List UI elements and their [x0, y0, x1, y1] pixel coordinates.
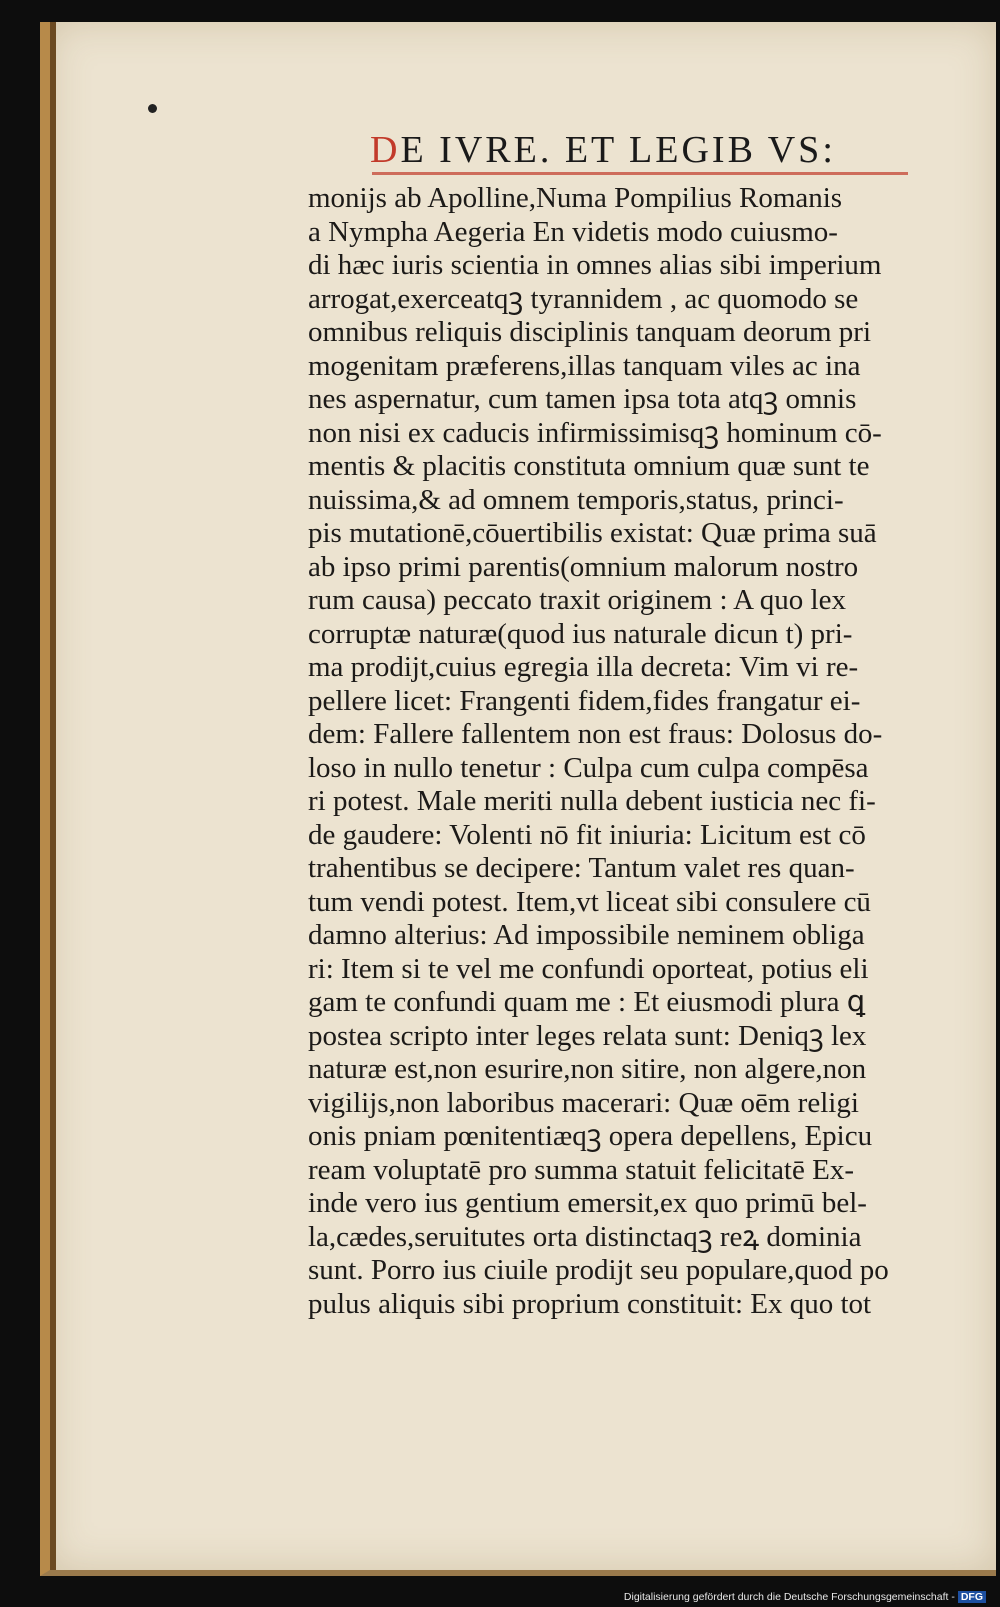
text-line: arrogat,exerceatqꝫ tyrannidem , ac quomodo se: [308, 282, 859, 315]
text-line: damno alterius: Ad impossibile neminem obliga: [308, 919, 865, 951]
text-block: [308, 182, 968, 1321]
text-line: sunt. Porro ius ciuile prodijt seu populare,quod po: [308, 1254, 889, 1286]
text-line: ab ipso primi parentis(omnium malorum nostro: [308, 550, 859, 583]
text-line: pulus aliquis sibi proprium constituit: Ex quo tot: [308, 1287, 872, 1320]
text-line: nuissima,& ad omnem temporis,status, princi-: [308, 483, 844, 516]
text-line: pellere licet: Frangenti fidem,fides frangatur ei-: [308, 684, 861, 717]
text-line: di hæc iuris scientia in omnes alias sibi imperium: [308, 249, 882, 281]
text-line: pis mutationē,cōuertibilis existat: Quæ prima suā: [308, 517, 877, 549]
text-line: tum vendi potest. Item,vt liceat sibi consulere cū: [308, 885, 871, 918]
text-line: ri potest. Male meriti nulla debent iusticia nec fi-: [308, 785, 876, 817]
digitization-credit: [624, 1591, 986, 1603]
text-line: inde vero ius gentium emersit,ex quo primū bel-: [308, 1187, 867, 1219]
header-initial: D: [370, 129, 401, 171]
credit-text: Digitalisierung gefördert durch die Deutsche Forschungsgemeinschaft -: [623, 1591, 955, 1603]
text-line: non nisi ex caducis infirmissimisqꝫ hominum cō-: [308, 416, 882, 449]
text-line: naturæ est,non esurire,non sitire, non algere,non: [308, 1053, 867, 1085]
header-rubric-underline: [372, 172, 908, 175]
text-line: loso in nullo tenetur : Culpa cum culpa compēsa: [308, 751, 869, 784]
page-gutter-edge: [50, 22, 56, 1570]
text-line: ream voluptatē pro summa statuit felicitatē Ex-: [308, 1153, 854, 1186]
running-header: [370, 128, 930, 174]
text-line: mogenitam præferens,illas tanquam viles ac ina: [308, 349, 861, 382]
book-page: [40, 22, 996, 1576]
ink-spot: [148, 104, 157, 113]
text-line: rum causa) peccato traxit originem : A quo lex: [308, 584, 846, 616]
text-line: ri: Item si te vel me confundi oporteat, potius eli: [308, 952, 869, 985]
text-line: de gaudere: Volenti nō fit iniuria: Licitum est cō: [308, 818, 866, 851]
text-line: dem: Fallere fallentem non est fraus: Dolosus do-: [308, 718, 883, 750]
text-line: postea scripto inter leges relata sunt: Deniqꝫ lex: [308, 1019, 867, 1052]
text-line: monijs ab Apolline,Numa Pompilius Romanis: [308, 182, 843, 214]
text-line: trahentibus se decipere: Tantum valet res quan-: [308, 852, 855, 884]
text-line: onis pniam pœnitentiæqꝫ opera depellens, Epicu: [308, 1120, 873, 1152]
text-line: a Nympha Aegeria En videtis modo cuiusmo-: [308, 215, 838, 248]
header-title: E IVRE. ET LEGIB VS:: [400, 129, 836, 171]
text-line: ma prodijt,cuius egregia illa decreta: Vim vi re-: [308, 651, 859, 683]
text-line: corruptæ naturæ(quod ius naturale dicun t) pri-: [308, 617, 853, 650]
text-line: mentis & placitis constituta omnium quæ sunt te: [308, 450, 870, 482]
text-line: gam te confundi quam me : Et eiusmodi plura ꝗ: [308, 986, 866, 1018]
dfg-logo: DFG: [958, 1591, 986, 1603]
text-line: omnibus reliquis disciplinis tanquam deorum pri: [308, 316, 872, 348]
text-line: nes aspernatur, cum tamen ipsa tota atqꝫ omnis: [308, 383, 857, 415]
text-line: vigilijs,non laboribus macerari: Quæ oēm religi: [308, 1086, 859, 1119]
text-line: la,cædes,seruitutes orta distinctaqꝫ reꝝ dominia: [308, 1220, 862, 1253]
